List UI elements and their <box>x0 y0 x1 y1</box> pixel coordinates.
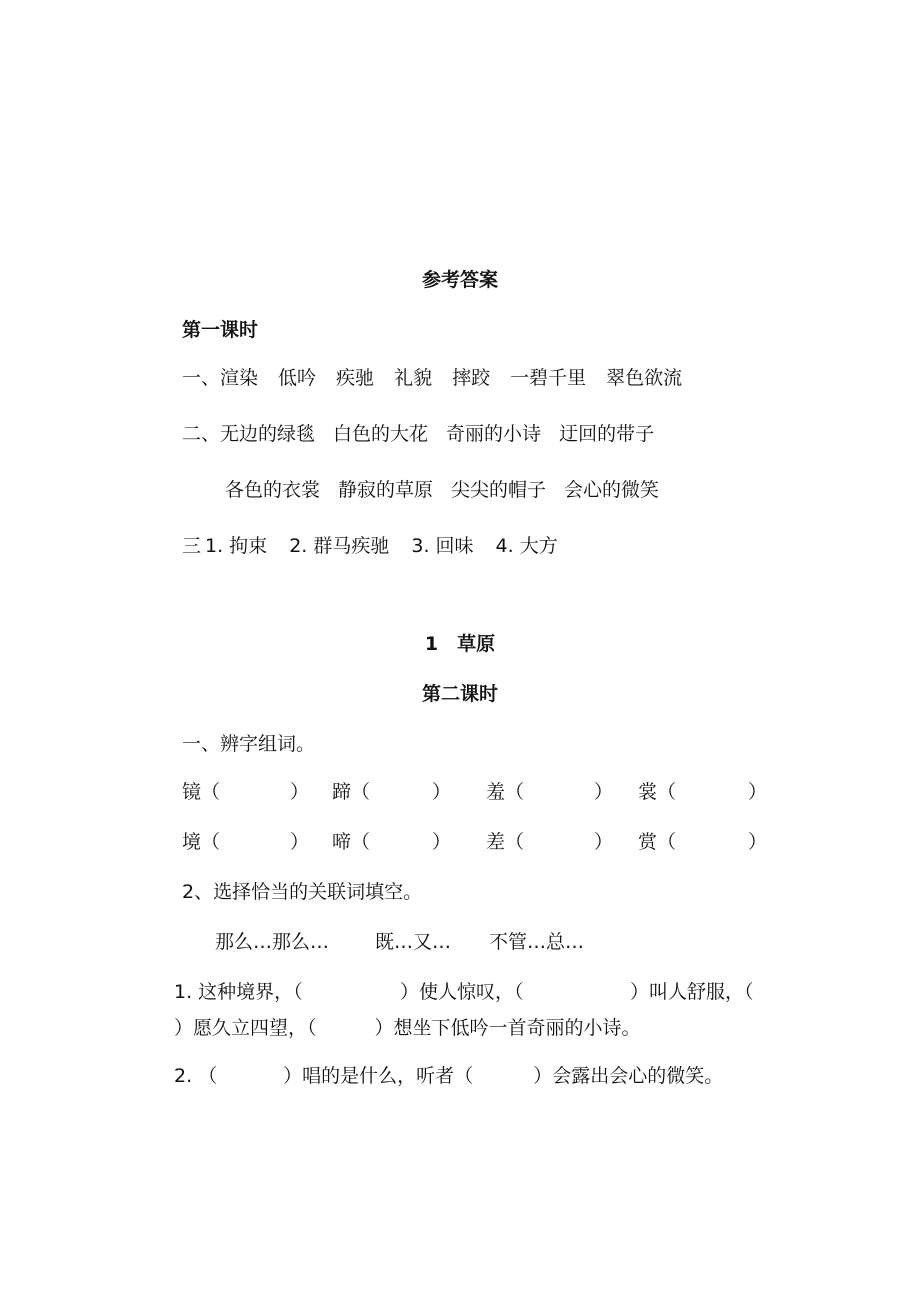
answer-phrase: 各色的衣裳 <box>225 479 321 501</box>
answer-phrase: 奇丽的小诗 <box>446 423 542 445</box>
sentence-text: ）使人惊叹，（ <box>400 981 524 1003</box>
answers-q1-number: 一、 <box>182 367 221 389</box>
paren-close: ） <box>748 781 768 803</box>
answer-phrase: 尖尖的帽子 <box>451 479 547 501</box>
paren-close: ） <box>290 781 310 803</box>
answer-item: 1. 拘束 <box>205 535 268 557</box>
exercise-q1-title: 一、辨字组词。 <box>182 733 316 755</box>
conjunction-options <box>215 930 584 954</box>
paren-close: ） <box>748 831 768 853</box>
lesson-subtitle: 第二课时 <box>421 683 498 705</box>
paren-close: ） <box>432 781 452 803</box>
answer-phrase: 会心的微笑 <box>564 479 660 501</box>
conjunction-option: 不管…总… <box>489 931 585 953</box>
conjunction-option: 既…又… <box>375 931 452 953</box>
sentence-text: ）叫人舒服，（ <box>630 981 754 1003</box>
answers-title: 参考答案 <box>421 269 498 291</box>
exercise-q2-title: 2、选择恰当的关联词填空。 <box>182 881 423 903</box>
char-item: 境（ <box>182 831 221 853</box>
answers-q1 <box>182 366 682 390</box>
paren-close: ） <box>432 831 452 853</box>
answer-word: 渲染 <box>220 367 259 389</box>
char-item: 裳（ <box>638 781 677 803</box>
answer-phrase: 无边的绿毯 <box>220 423 316 445</box>
sentence-text: ）唱的是什么，听者（ <box>283 1065 474 1087</box>
answer-word: 疾驰 <box>336 367 375 389</box>
answer-phrase: 静寂的草原 <box>338 479 434 501</box>
lesson-title: 1 草原 <box>424 633 496 655</box>
answers-q2-row2 <box>225 478 659 502</box>
char-item: 差（ <box>486 831 525 853</box>
char-item: 镜（ <box>182 781 221 803</box>
answer-word: 低吟 <box>278 367 317 389</box>
char-item: 蹄（ <box>332 781 371 803</box>
answers-q3-number: 三 <box>182 535 202 557</box>
answers-q2-number: 二、 <box>182 423 221 445</box>
answer-item: 2. 群马疾驰 <box>289 535 390 557</box>
sentence-2 <box>174 1064 723 1088</box>
conjunction-option: 那么…那么… <box>215 931 330 953</box>
sentence-text: 1. 这种境界，（ <box>174 981 303 1003</box>
answer-phrase: 迂回的带子 <box>559 423 655 445</box>
answers-q3 <box>182 534 558 558</box>
answers-lesson-heading: 第一课时 <box>182 319 259 341</box>
char-item: 啼（ <box>332 831 371 853</box>
char-item: 羞（ <box>486 781 525 803</box>
answer-word: 礼貌 <box>394 367 433 389</box>
paren-close: ） <box>594 831 614 853</box>
answer-item: 3. 回味 <box>411 535 474 557</box>
sentence-1-line-2 <box>174 1016 641 1040</box>
answer-word: 摔跤 <box>452 367 491 389</box>
answer-word: 翠色欲流 <box>606 367 683 389</box>
paren-close: ） <box>594 781 614 803</box>
sentence-text: ）会露出会心的微笑。 <box>533 1065 724 1087</box>
paren-close: ） <box>290 831 310 853</box>
answer-item: 4. 大方 <box>495 535 558 557</box>
sentence-text: 2. （ <box>174 1065 218 1087</box>
answer-phrase: 白色的大花 <box>333 423 429 445</box>
sentence-text: ）愿久立四望，（ <box>174 1017 317 1039</box>
answer-word: 一碧千里 <box>510 367 587 389</box>
char-item: 赏（ <box>638 831 677 853</box>
sentence-text: ）想坐下低吟一首奇丽的小诗。 <box>374 1017 641 1039</box>
answers-q2-row1 <box>182 422 654 446</box>
